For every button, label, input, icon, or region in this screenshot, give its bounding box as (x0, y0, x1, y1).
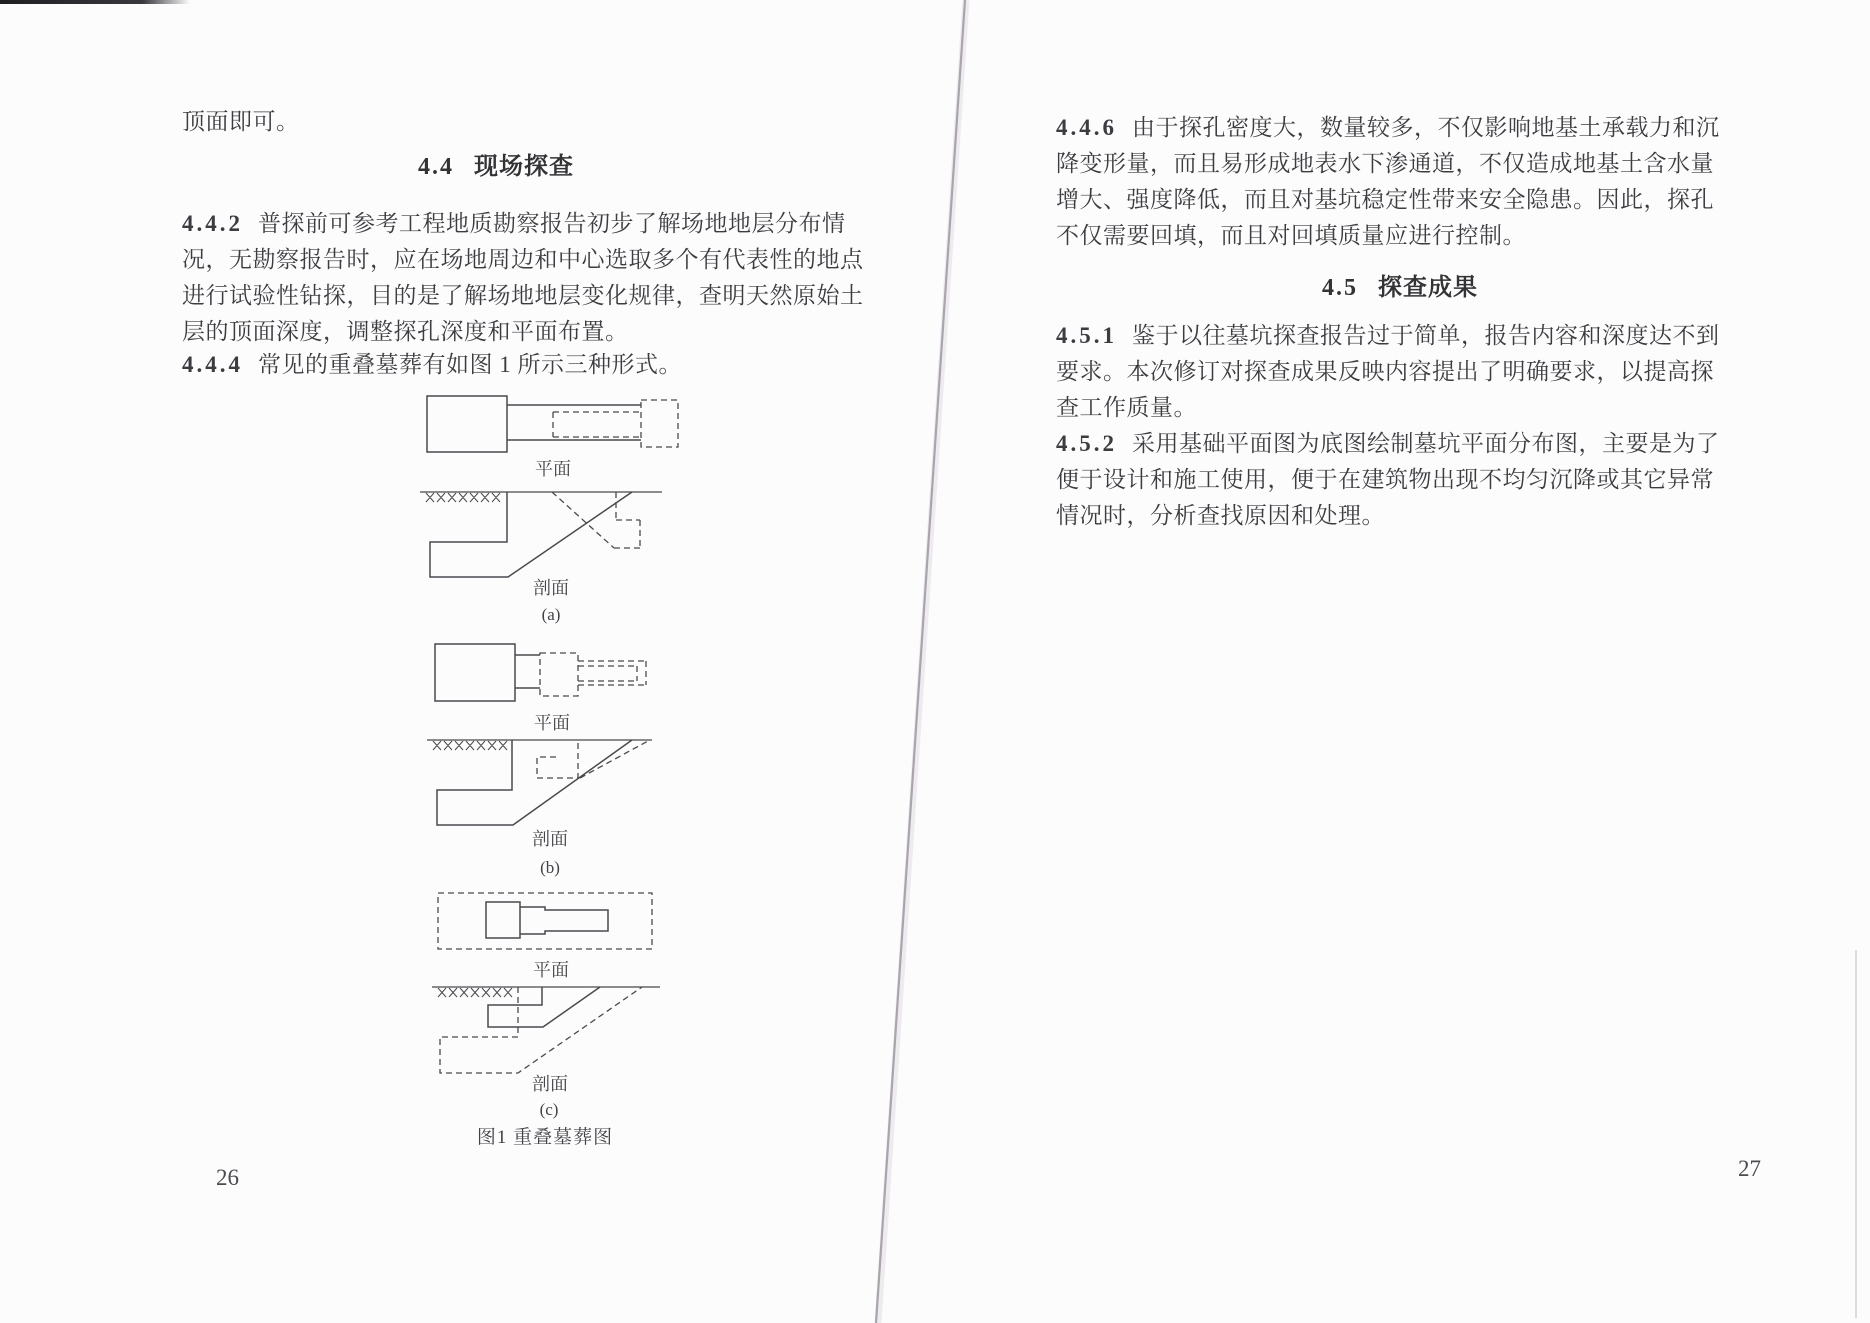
fig-a-section-label: 剖面 (533, 578, 569, 598)
clause-4-4-2 (182, 206, 862, 350)
clause-4-5-1 (1056, 318, 1756, 426)
clause-number: 4.5.1 (1056, 323, 1117, 348)
text-line: 增大、强度降低，而且对基坑稳定性带来安全隐患。因此，探孔 (1056, 187, 1714, 212)
clause-4-4-4 (182, 347, 862, 383)
clause-text: 常见的重叠墓葬有如图 1 所示三种形式。 (258, 352, 682, 377)
text-line (1056, 110, 1756, 146)
fig-b-section-label: 剖面 (532, 829, 568, 849)
clause-4-5-2 (1056, 426, 1756, 534)
text-line: 便于设计和施工使用，便于在建筑物出现不均匀沉降或其它异常 (1056, 467, 1714, 492)
clause-lines (182, 242, 862, 350)
fig-b-sub-label: (b) (540, 858, 560, 877)
clause-lines (1056, 354, 1756, 426)
fig-c-sub-label: (c) (539, 1100, 559, 1119)
fig-b-plan-label: 平面 (534, 713, 570, 733)
clause-text: 由于探孔密度大，数量较多，不仅影响地基土承载力和沉 (1132, 115, 1720, 140)
fig-c-plan-label: 平面 (533, 960, 569, 980)
text-line: 情况时，分析查找原因和处理。 (1056, 503, 1385, 528)
clause-number: 4.4.2 (182, 211, 243, 236)
fig-c-section-drawing (432, 987, 660, 1073)
clause-number: 4.4.4 (182, 352, 243, 377)
heading-number: 4.5 (1322, 275, 1358, 301)
clause-number: 4.5.2 (1056, 431, 1117, 456)
text-line: 不仅需要回填，而且对回填质量应进行控制。 (1056, 223, 1526, 248)
section-heading-4-4 (182, 152, 810, 182)
heading-number: 4.4 (418, 154, 454, 180)
page-number-left: 26 (216, 1165, 239, 1190)
clause-number: 4.4.6 (1056, 115, 1117, 140)
clause-lines (1056, 146, 1756, 254)
figure-1-overlapping-tombs (390, 385, 700, 1145)
heading-title: 现场探查 (474, 154, 574, 180)
text-line (182, 206, 862, 242)
fig-b-plan-drawing (435, 644, 646, 701)
text-line: 要求。本次修订对探查成果反映内容提出了明确要求，以提高探 (1056, 359, 1714, 384)
clause-text: 鉴于以往墓坑探查报告过于简单，报告内容和深度达不到 (1132, 323, 1720, 348)
intro-text: 顶面即可。 (182, 109, 300, 134)
page-number-right: 27 (1738, 1156, 1761, 1181)
clause-text: 普探前可参考工程地质勘察报告初步了解场地地层分布情 (258, 211, 846, 236)
fig-c-plan-drawing (438, 893, 652, 949)
text-line: 层的顶面深度，调整探孔深度和平面布置。 (182, 319, 629, 344)
heading-title: 探查成果 (1378, 275, 1478, 301)
clause-4-4-6 (1056, 110, 1756, 254)
clause-text: 采用基础平面图为底图绘制墓坑平面分布图，主要是为了 (1132, 431, 1720, 456)
text-line (1056, 318, 1756, 354)
paragraph-continuation (182, 104, 300, 140)
fig-a-plan-drawing (427, 396, 678, 452)
fig-b-section-drawing (427, 740, 652, 825)
text-line (182, 347, 862, 383)
clause-lines (1056, 462, 1756, 534)
left-page (0, 0, 870, 1323)
section-heading-4-5 (1056, 273, 1744, 303)
right-page (870, 0, 1870, 1323)
text-line: 况，无勘察报告时，应在场地周边和中心选取多个有代表性的地点 (182, 247, 864, 272)
fig-a-sub-label: (a) (541, 605, 561, 624)
text-line (1056, 426, 1756, 462)
fig-a-section-drawing (420, 492, 662, 577)
fig-c-section-label: 剖面 (532, 1074, 568, 1094)
text-line: 降变形量，而且易形成地表水下渗通道，不仅造成地基土含水量 (1056, 151, 1714, 176)
figure-caption: 图1 重叠墓葬图 (476, 1127, 614, 1148)
fig-a-plan-label: 平面 (535, 459, 571, 479)
text-line: 查工作质量。 (1056, 395, 1197, 420)
text-line (182, 104, 300, 140)
text-line: 进行试验性钻探，目的是了解场地地层变化规律，查明天然原始土 (182, 283, 864, 308)
